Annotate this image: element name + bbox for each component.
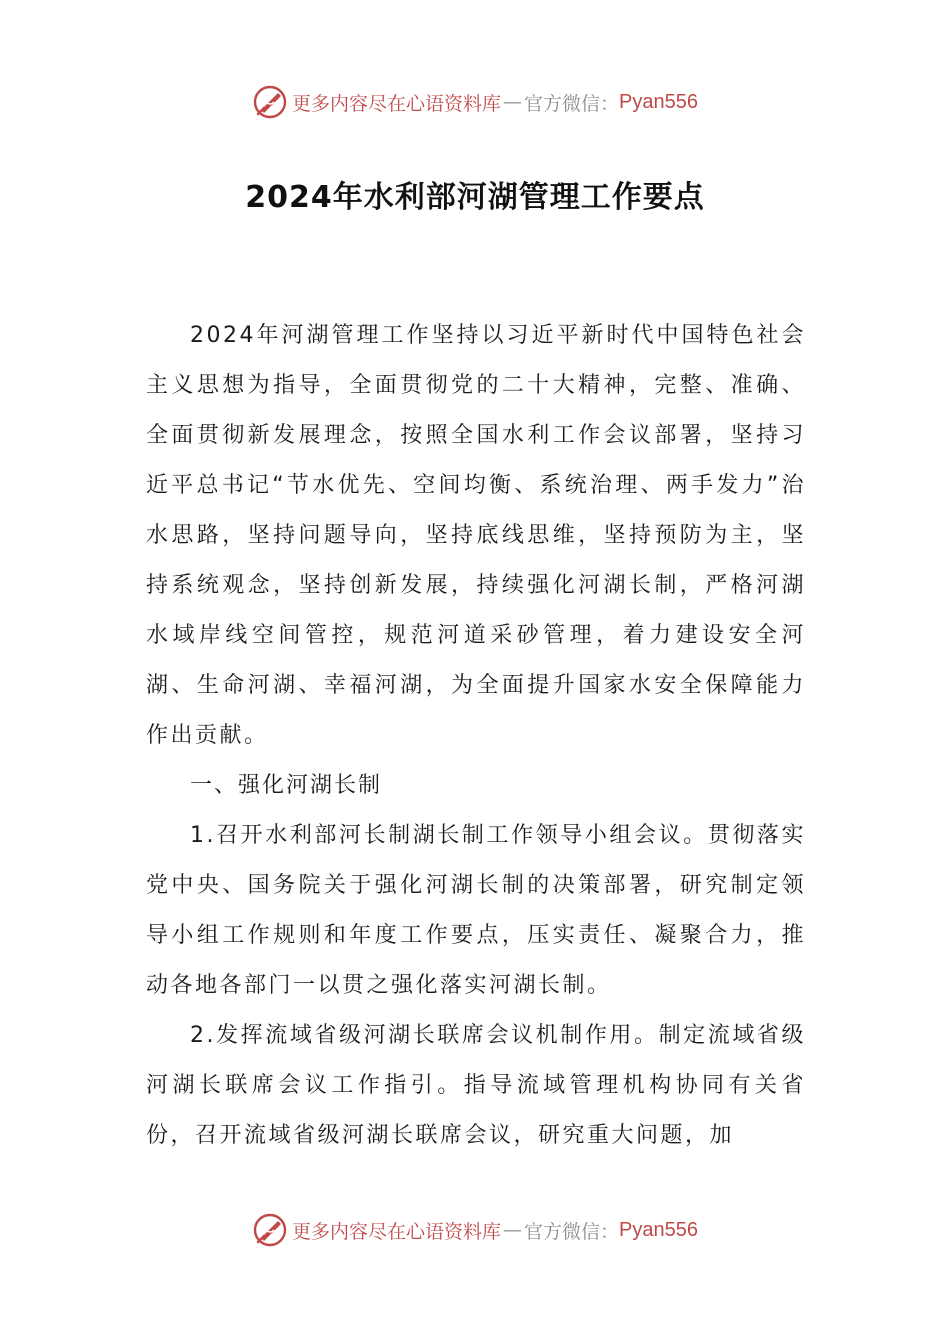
- item-paragraph: 1.召开水利部河长制湖长制工作领导小组会议。贯彻落实党中央、国务院关于强化河湖长制的决策部署，研究制定领导小组工作规则和年度工作要点，压实责任、凝聚合力，推动各地各部门一以贯之强化落实河湖长制。: [146, 823, 806, 998]
- document-body: [146, 311, 806, 1161]
- watermark-label: 官方微信：: [524, 1220, 620, 1243]
- quill-logo-icon: [252, 1212, 288, 1248]
- watermark-dash: —: [503, 1219, 523, 1241]
- header-watermark: [0, 82, 950, 122]
- document-title: 2024年水利部河湖管理工作要点: [245, 180, 705, 215]
- watermark-brand: 更多内容尽在心语资料库: [292, 92, 502, 115]
- watermark-dash: —: [503, 91, 523, 113]
- watermark-wechat-id: Pyan556: [619, 90, 698, 113]
- item-paragraph: 2.发挥流域省级河湖长联席会议机制作用。制定流域省级河湖长联席会议工作指引。指导流域管理机构协同有关省份，召开流域省级河湖长联席会议，研究重大问题，加: [146, 1023, 806, 1148]
- intro-paragraph: 2024年河湖管理工作坚持以习近平新时代中国特色社会主义思想为指导，全面贯彻党的二十大精神，完整、准确、全面贯彻新发展理念，按照全国水利工作会议部署，坚持习近平总书记“节水优先、空间均衡、系统治理、两手发力”治水思路，坚持问题导向，坚持底线思维，坚持预防为主，坚持系统观念，坚持创新发展，持续强化河湖长制，严格河湖水域岸线空间管控，规范河道采砂管理，着力建设安全河湖、生命河湖、幸福河湖，为全面提升国家水安全保障能力作出贡献。: [146, 323, 806, 748]
- watermark-wechat-id: Pyan556: [619, 1218, 698, 1241]
- watermark-label: 官方微信：: [524, 92, 620, 115]
- section-heading: 一、强化河湖长制: [190, 773, 383, 798]
- watermark-brand: 更多内容尽在心语资料库: [292, 1220, 502, 1243]
- quill-logo-icon: [252, 84, 288, 120]
- footer-watermark: [0, 1210, 950, 1250]
